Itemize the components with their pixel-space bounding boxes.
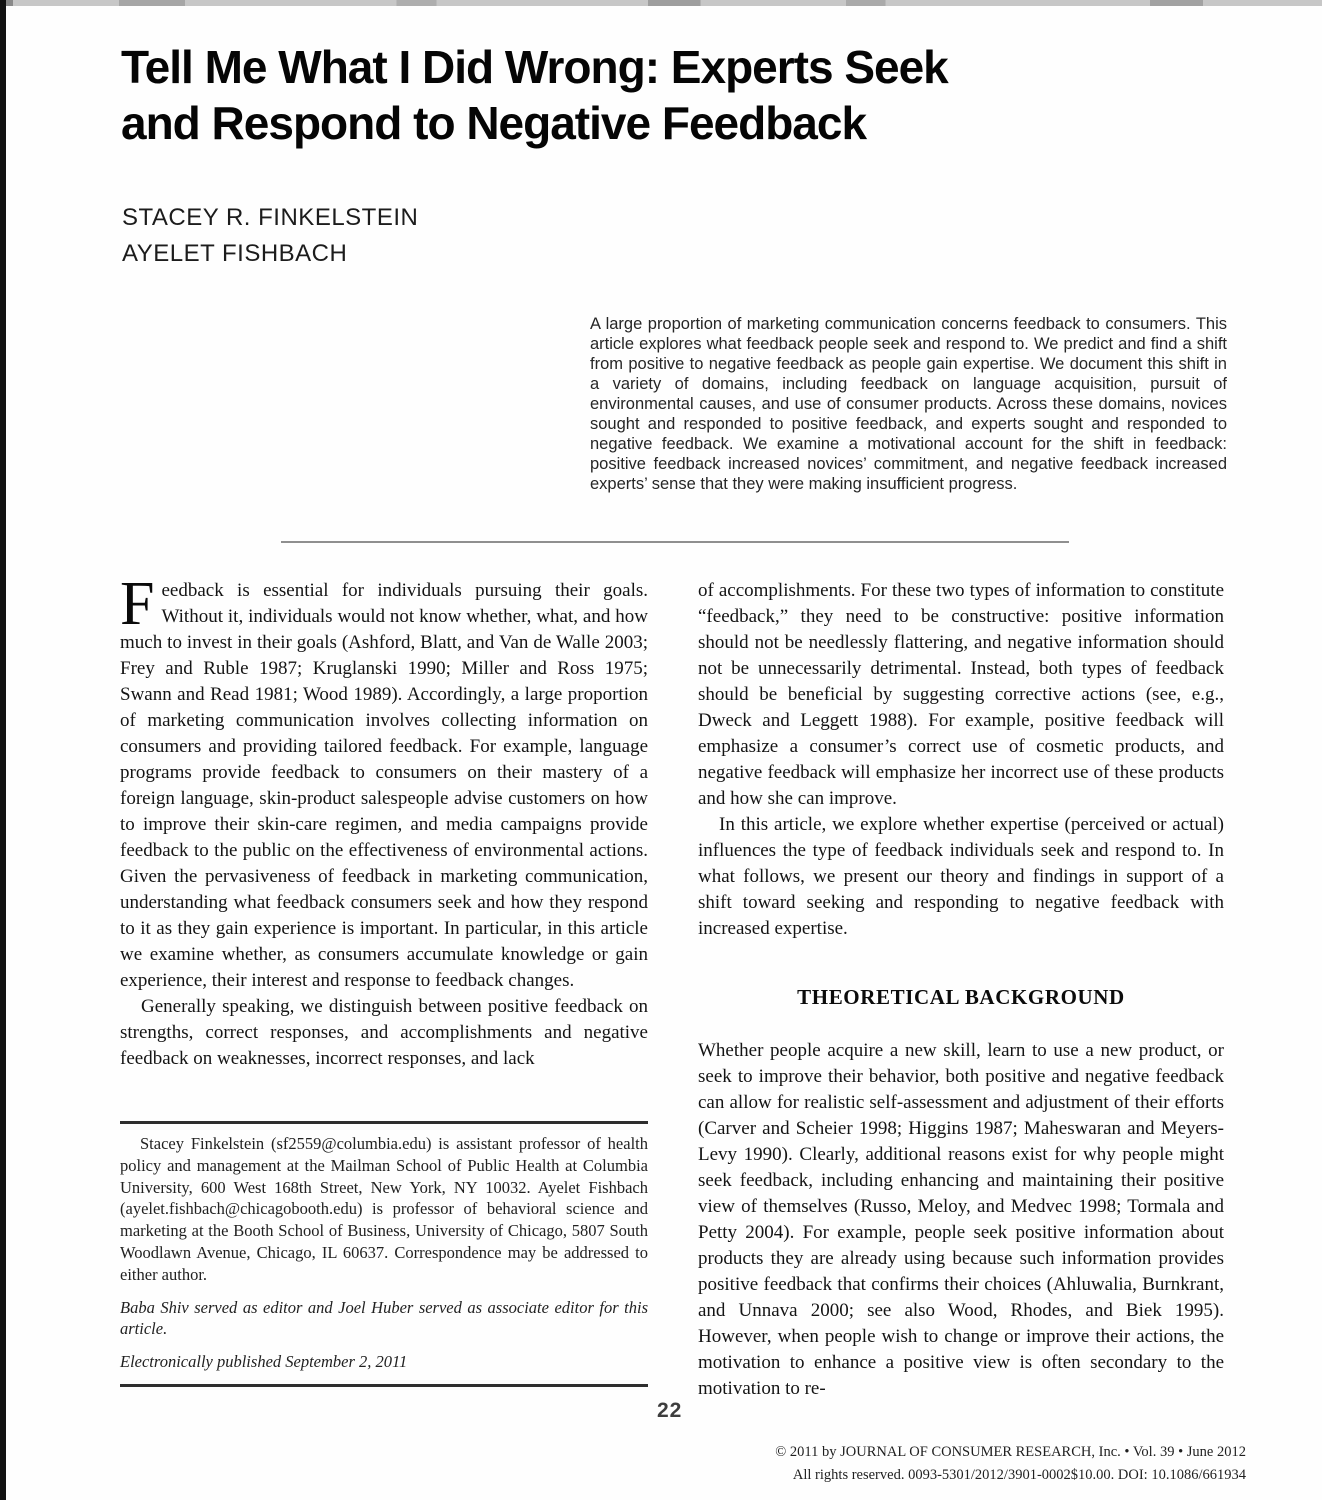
scan-artifact-left-bar [0,0,6,1500]
publication-rights-line: All rights reserved. 0093-5301/2012/3901-0002$10.00. DOI: 10.1086/661934 [792,1467,1246,1483]
section-heading-theoretical-background: THEORETICAL BACKGROUND [797,985,1125,1009]
publication-info [775,1441,1246,1487]
author-block [122,200,418,272]
paper-title [121,39,948,151]
footnote-top-rule [120,1121,648,1124]
publication-copyright-line: © 2011 by JOURNAL OF CONSUMER RESEARCH, Inc. • Vol. 39 • June 2012 [775,1444,1246,1460]
footnote-bottom-rule [120,1384,648,1387]
body-paragraph-intro [120,570,648,994]
author-name-1: STACEY R. FINKELSTEIN [122,204,419,231]
body-paragraph-left-2: Generally speaking, we distinguish between positive feedback on strengths, correct responses, and accomplishments and negative feedback on weaknesses, incorrect responses, and lack [120,996,648,1069]
author-name-2: AYELET FISHBACH [122,240,348,267]
body-column-right [698,578,1224,1402]
abstract-divider-rule [281,541,1069,543]
body-paragraph-right-2: In this article, we explore whether expertise (perceived or actual) influences the type of feedback individuals seek and respond to. In what follows, we present our theory and findings in support of a shift toward seeking and responding to negative feedback with increased expertise. [698,814,1224,939]
dropcap-letter: F [120,570,155,638]
footnote-published-date: Electronically published September 2, 2011 [120,1352,408,1372]
footnote-editors: Baba Shiv served as editor and Joel Huber served as associate editor for this article. [120,1297,648,1339]
body-paragraph-right-3: Whether people acquire a new skill, learn to use a new product, or seek to improve their behavior, both positive and negative feedback can allow for realistic self-assessment and adjustment of their efforts (Carver and Scheier 1998; Higgins 1987; Maheswaran and Meyers-Levy 1990). Clearly, additional reasons exist for why people might seek feedback, including enhancing and maintaining their positive view of themselves (Russo, Meloy, and Medvec 1998; Tormala and Petty 2004). For example, people seek positive information about products they are already using because such information provides positive feedback that confirms their choices (Ahluwalia, Burnkrant, and Unnava 2000; see also Wood, Rhodes, and Biek 1995). However, when people wish to change or improve their actions, the motivation to enhance a positive view is often secondary to the motivation to re- [698,1040,1224,1399]
body-paragraph-intro-text: eedback is essential for individuals pursuing their goals. Without it, individuals would not know whether, what, and how much to invest in their goals (Ashford, Blatt, and Van de Walle 2003; Frey and Ruble 1987; Kruglanski 1990; Miller and Ross 1975; Swann and Read 1981; Wood 1989). Accordingly, a large proportion of marketing communication involves collecting information on consumers and providing tailored feedback. For example, language programs provide feedback to consumers on their mastery of a foreign language, skin-product salespeople advise customers on how to improve their skin-care regimen, and media campaigns provide feedback to the public on the effectiveness of environmental actions. Given the pervasiveness of feedback in marketing communication, understanding what feedback consumers seek and how they respond to it as they gain experience is important. In particular, in this article we examine whether, as consumers accumulate knowledge or gain experience, their interest and response to feedback changes. [120,580,648,991]
body-paragraph-right-1: of accomplishments. For these two types of information to constitute “feedback,” they need to be constructive: positive information should not be needlessly flattering, and negative information should not be unnecessarily detrimental. Instead, both types of feedback should be beneficial by suggesting corrective actions (see, e.g., Dweck and Leggett 1988). For example, positive feedback will emphasize a consumer’s correct use of cosmetic products, and negative feedback will emphasize her incorrect use of these products and how she can improve. [698,580,1224,809]
scan-artifact-top-strip [0,0,1322,6]
page-number: 22 [657,1399,683,1422]
abstract-paragraph: A large proportion of marketing communication concerns feedback to consumers. This article explores what feedback people seek and respond to. We predict and find a shift from positive to negative feedback as people gain expertise. We document this shift in a variety of domains, including feedback on language acquisition, pursuit of environmental causes, and use of consumer products. Across these domains, novices sought and responded to positive feedback, and experts sought and responded to negative feedback. We examine a motivational account for the shift in feedback: positive feedback increased novices’ commitment, and negative feedback increased experts’ sense that they were making insufficient progress. [590,315,1227,493]
footnote-affiliation: Stacey Finkelstein (sf2559@columbia.edu) is assistant professor of health policy and management at the Mailman School of Public Health at Columbia University, 600 West 168th Street, New York, NY 10032. Ayelet Fishbach (ayelet.fishbach@chicagobooth.edu) is professor of behavioral science and marketing at the Booth School of Business, University of Chicago, 5807 South Woodlawn Avenue, Chicago, IL 60637. Correspondence may be addressed to either author. [120,1134,648,1284]
footnote-block [120,1121,648,1387]
paper-title-line-1: Tell Me What I Did Wrong: Experts Seek [121,40,948,93]
paper-title-line-2: and Respond to Negative Feedback [121,96,867,149]
